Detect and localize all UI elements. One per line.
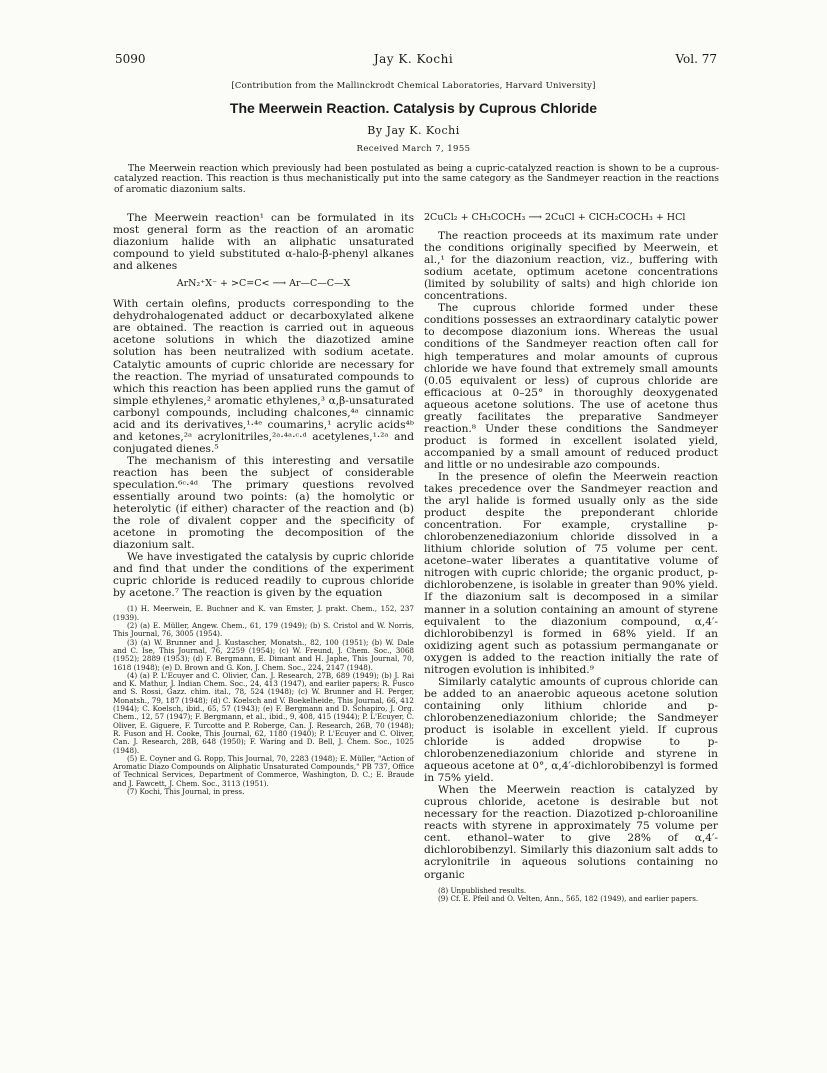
footnote: (4) (a) P. L'Ecuyer and C. Olivier, Can. J. Research, 27B, 689 (1949); (b) J. Rai and K. Mathur, J. Indian Chem. Soc., 24, 413 (1947), and earlier papers; R. Fusco and S. Rossi, Gazz. chim. ital., 78, 524 (1948); (c) W. Brunner and H. Perger, Monatsh., 79, 187 (1948); (d) C. Koelsch and V. Boekelheide, This Journal, 66, 412 (1944); C. Koelsch, ibid., 65, 57 (1943); (e) F. Bergmann and D. Schapiro, J. Org. Chem., 12, 57 (1947); F. Bergmann, et al., ibid., 9, 408, 415 (1944); P. L'Ecuyer, C. Oliver, E. Giguere, F. Turcotte and P. Roberge, Can. J. Research, 26B, 70 (1948); R. Fuson and H. Cooke, This Journal, 62, 1180 (1940); P. L'Ecuyer and C. Oliver, Can. J. Research, 28B, 648 (1950); F. Waring and D. Bell, J. Chem. Soc., 1025 (1948). <box>113 670 414 755</box>
paragraph: When the Meerwein reaction is catalyzed by cuprous chloride, acetone is desirable but not necessary for the reaction. Diazotized p-chloroaniline reacts with styrene in approximately 75 volume per cent. ethanol–water to give 28% of α,4′-dichlorobibenzyl. Similarly this diazonium salt adds to acrylonitrile in aqueous solutions containing no organic <box>424 784 718 881</box>
paragraph: The reaction proceeds at its maximum rate under the conditions originally specified by Meerwein, et al.,¹ for the diazonium reaction, viz., buffering with sodium acetate, optimum acetone concentrations (limited by solubility of salts) and high chloride ion concentrations. <box>424 230 718 303</box>
left-column <box>113 212 414 796</box>
paragraph: The Meerwein reaction¹ can be formulated in its most general form as the reaction of an aromatic diazonium halide with an aliphatic unsaturated compound to yield substituted α-halo-β-phenyl alkanes and alkenes <box>113 212 414 273</box>
volume-label: Vol. 77 <box>675 52 717 66</box>
paragraph: In the presence of olefin the Meerwein reaction takes precedence over the Sandmeyer reaction and the aryl halide is formed usually only as the side product despite the preponderant chloride concentration. For example, crystalline p-chlorobenzenediazonium chloride dissolved in a lithium chloride solution of 75 volume per cent. acetone–water liberates a quantitative volume of nitrogen with cupric chloride; the organic product, p-dichlorobenzene, is isolable in greater than 90% yield. If the diazonium salt is decomposed in a similar manner in a solution containing an amount of styrene equivalent to the diazonium compound, α,4′-dichlorobibenzyl is formed in 68% yield. If an oxidizing agent such as potassium permanganate or oxygen is added to the reaction initially the rate of nitrogen evolution is inhibited.⁹ <box>424 470 718 676</box>
paragraph: The cuprous chloride formed under these conditions possesses an extraordinary catalytic power to decompose diazonium ions. Whereas the usual conditions of the Sandmeyer reaction often call for high temperatures and molar amounts of cuprous chloride we have found that extremely small amounts (0.05 equivalent or less) of cuprous chloride are efficacious at 0–25° in thoroughly deoxygenated aqueous acetone solutions. The use of acetone thus greatly facilitates the preparative Sandmeyer reaction.⁸ Under these conditions the Sandmeyer product is formed in excellent isolated yield, accompanied by a small amount of reduced product and little or no undesirable azo compounds. <box>424 302 718 471</box>
paragraph: Similarly catalytic amounts of cuprous chloride can be added to an anaerobic aqueous acetone solution containing only lithium chloride and p-chlorobenzenediazonium chloride; the Sandmeyer product is isolable in excellent yield. If cuprous chloride is added dropwise to p-chlorobenzenediazonium chloride and styrene in aqueous acetone at 0°, α,4′-dichlorobibenzyl is formed in 75% yield. <box>424 675 718 785</box>
footnote: (8) Unpublished results. <box>438 885 527 895</box>
right-column <box>424 212 718 903</box>
running-author: Jay K. Kochi <box>373 52 454 66</box>
byline: By Jay K. Kochi <box>367 124 460 137</box>
received-date: Received March 7, 1955 <box>356 144 471 154</box>
footnote: (3) (a) W. Brunner and J. Kustascher, Monatsh., 82, 100 (1951); (b) W. Dale and C. Ise, This Journal, 76, 2259 (1954); (c) W. Freund, J. Chem. Soc., 3068 (1952); 2889 (1953); (d) F. Bergmann, E. Dimant and H. Japhe, This Journal, 70, 1618 (1948); (e) D. Brown and G. Kon, J. Chem. Soc., 224, 2147 (1948). <box>113 637 414 672</box>
contribution-line: [Contribution from the Mallinckrodt Chemical Laboratories, Harvard University] <box>231 81 596 91</box>
page-number: 5090 <box>115 52 146 66</box>
equation: 2CuCl₂ + CH₃COCH₃ ⟶ 2CuCl + ClCH₂COCH₃ + HCl <box>424 212 686 223</box>
footnote: (1) H. Meerwein, E. Buchner and K. van Emster, J. prakt. Chem., 152, 237 (1939). <box>113 604 414 622</box>
abstract: The Meerwein reaction which previously had been postulated as being a cupric-catalyzed reaction is shown to be a cuprous-catalyzed reaction. This reaction is thus mechanistically put into the same category as the Sandmeyer reaction in the reactions of aromatic diazonium salts. <box>114 163 719 195</box>
paragraph: We have investigated the catalysis by cupric chloride and find that under the conditions of the experiment cupric chloride is reduced readily to cuprous chloride by acetone.⁷ The reaction is given by the equation <box>113 551 414 600</box>
article-title: The Meerwein Reaction. Catalysis by Cuprous Chloride <box>229 100 598 116</box>
footnotes <box>113 605 414 796</box>
footnote: (7) Kochi, This Journal, in press. <box>127 786 245 796</box>
equation: ArN₂⁺X⁻ + >C=C< ⟶ Ar—C—C—X <box>176 278 351 290</box>
paragraph: The mechanism of this interesting and versatile reaction has been the subject of considerable speculation.⁶ᶜ·⁴ᵈ The primary questions revolved essentially around two points: (a) the homolytic or heterolytic (if either) character of the reaction and (b) the role of divalent copper and the specificity of acetone in promoting the decomposition of the diazonium salt. <box>113 454 414 552</box>
footnote: (5) E. Coyner and G. Ropp, This Journal, 70, 2283 (1948); E. Müller, "Action of Aromatic Diazo Compounds on Aliphatic Unsaturated Compounds," PB 737, Office of Technical Services, Department of Commerce, Washington, D. C.; E. Braude and J. Fawcett, J. Chem. Soc., 3113 (1951). <box>113 753 414 788</box>
paragraph: With certain olefins, products corresponding to the dehydrohalogenated adduct or decarboxylated alkene are obtained. The reaction is carried out in aqueous acetone solutions in which the diazotized amine solution has been neutralized with sodium acetate. Catalytic amounts of cupric chloride are necessary for the reaction. The myriad of unsaturated compounds to which this reaction has been applied runs the gamut of simple ethylenes,² aromatic ethylenes,³ α,β-unsaturated carbonyl compounds, including chalcones,⁴ᵃ cinnamic acid and its derivatives,¹·⁴ᵉ coumarins,¹ acrylic acids⁴ᵇ and ketones,²ᵃ acrylonitriles,²ᵃ·⁴ᵃ·ᶜ·ᵈ acetylenes,¹·²ᵃ and conjugated dienes.⁵ <box>113 298 414 455</box>
footnotes <box>424 887 718 904</box>
footnote: (2) (a) E. Müller, Angew. Chem., 61, 179 (1949); (b) S. Cristol and W. Norris, This Journal, 76, 3005 (1954). <box>113 621 414 639</box>
footnote: (9) Cf. E. Pfeil and O. Velten, Ann., 565, 182 (1949), and earlier papers. <box>438 893 699 903</box>
